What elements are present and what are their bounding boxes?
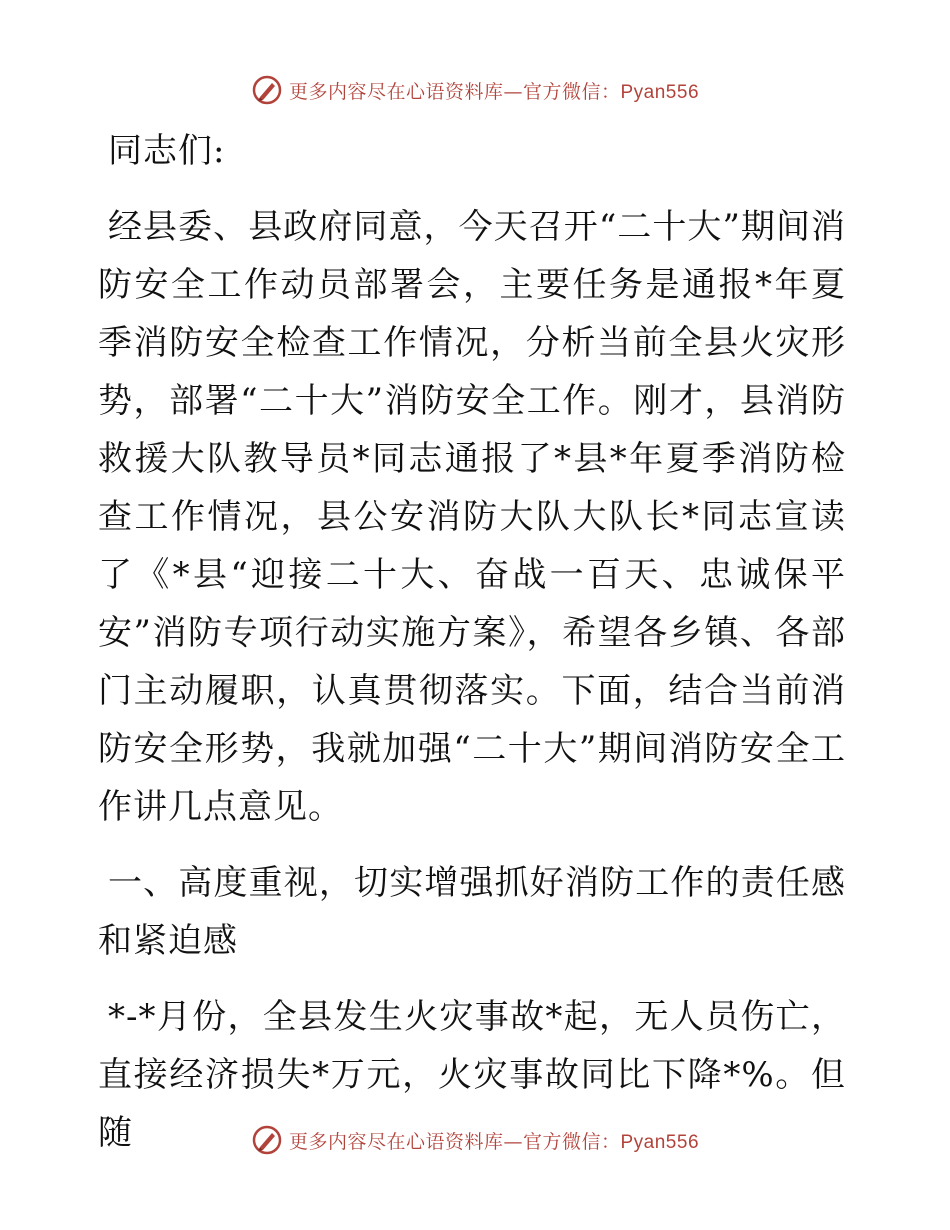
pen-logo-icon <box>251 74 283 106</box>
pen-logo-icon <box>251 1124 283 1156</box>
watermark-header <box>0 70 950 110</box>
watermark-text: 更多内容尽在心语资料库—官方微信：Pyan556 <box>288 1130 700 1153</box>
paragraph: *-*月份，全县发生火灾事故*起，无人员伤亡，直接经济损失*万元，火灾事故同比下降*%。但随 <box>98 997 846 1153</box>
section-heading: 一、高度重视，切实增强抓好消防工作的责任感和紧迫感 <box>98 863 846 961</box>
watermark-footer <box>0 1120 950 1160</box>
watermark-text: 更多内容尽在心语资料库—官方微信：Pyan556 <box>288 80 700 103</box>
paragraph: 经县委、县政府同意，今天召开“二十大”期间消防安全工作动员部署会，主要任务是通报*年夏季消防安全检查工作情况，分析当前全县火灾形势，部署“二十大”消防安全工作。刚才，县消防救援大队教导员*同志通报了*县*年夏季消防检查工作情况，县公安消防大队大队长*同志宣读了《*县“迎接二十大、奋战一百天、忠诚保平安”消防专项行动实施方案》，希望各乡镇、各部门主动履职，认真贯彻落实。下面，结合当前消防安全形势，我就加强“二十大”期间消防安全工作讲几点意见。 <box>98 207 846 827</box>
document-body <box>98 122 846 1162</box>
greeting: 同志们: <box>108 131 226 171</box>
